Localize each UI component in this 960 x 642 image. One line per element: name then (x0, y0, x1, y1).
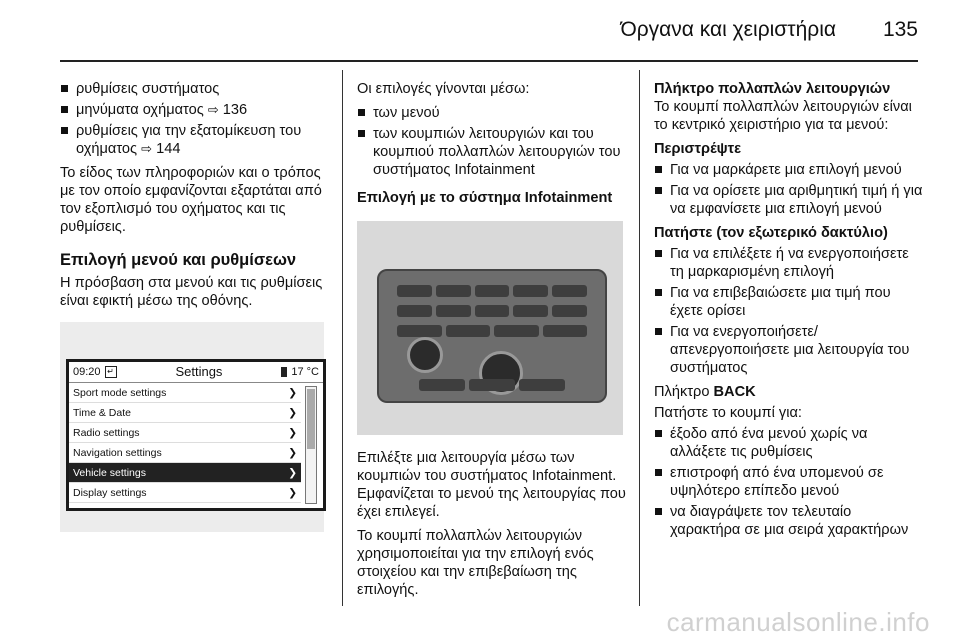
list-item: Για να ορίσετε μια αριθμητική τιμή ή για να εμφανίσετε μια επιλογή μενού (654, 182, 924, 218)
section-text: Η πρόσβαση στα μενού και τις ρυθμίσεις είναι εφικτή μέσω της οθόνης. (60, 275, 323, 309)
page-number: 135 (882, 18, 918, 41)
list-item: Για να επιβεβαιώσετε μια τιμή που έχετε ορίσει (654, 284, 924, 320)
rotate-list (654, 161, 924, 218)
press-list (654, 245, 924, 377)
back-list (654, 425, 924, 539)
list-item: Για να ενεργοποιήσετε/απενεργοποιήσετε μια λειτουργία του συστήματος (654, 323, 924, 377)
list-item: να διαγράψετε τον τελευταίο χαρακτήρα σε μια σειρά χαρακτήρων (654, 503, 924, 539)
control-panel (377, 269, 607, 403)
page-reference[interactable]: 136 (222, 102, 248, 118)
screen-top-bar (69, 362, 323, 383)
back-key: BACK (713, 384, 756, 400)
section-heading: Επιλογή μενού και ρυθμίσεων (60, 251, 297, 269)
column-3 (654, 80, 924, 545)
page-header (60, 14, 918, 62)
paragraph: Επιλέξτε μια λειτουργία μέσω των κουμπιών του συστήματος Infotainment. Εμφανίζεται το μενού της λειτουργίας που έχει επιλεγεί. (357, 450, 626, 520)
reference-arrow-icon: ⇨ (141, 141, 153, 156)
subheading: Επιλογή με το σύστημα Infotainment (357, 190, 613, 206)
list-item: των κουμπιών λειτουργιών και του κουμπιού πολλαπλών λειτουργιών του συστήματος Infotainment (357, 125, 629, 179)
column-divider (639, 70, 640, 606)
screen-title: Settings (175, 364, 223, 379)
selection-methods-list (357, 104, 629, 179)
back-icon[interactable]: ↵ (105, 366, 117, 378)
chevron-right-icon: ❯ (288, 446, 297, 459)
button-row (397, 325, 587, 337)
menu-item[interactable]: Display settings ❯ (69, 483, 301, 503)
watermark: carmanualsonline.info (666, 607, 930, 637)
chevron-right-icon: ❯ (288, 406, 297, 419)
menu-item[interactable]: Sport mode settings ❯ (69, 383, 301, 403)
menu-item[interactable]: Navigation settings ❯ (69, 443, 301, 463)
settings-screen-figure (60, 322, 324, 532)
page-reference[interactable]: 144 (156, 141, 181, 157)
intro-text: Το κουμπί πολλαπλών λειτουργιών είναι το κεντρικό χειριστήριο για τα μενού: (654, 99, 912, 133)
scrollbar-thumb[interactable] (307, 389, 315, 449)
list-item: επιστροφή από ένα υπομενού σε υψηλότερο επίπεδο μενού (654, 464, 924, 500)
system-info-list (60, 80, 328, 158)
chevron-right-icon: ❯ (288, 386, 297, 399)
intro-text: Οι επιλογές γίνονται μέσω: (357, 81, 530, 97)
paragraph: Το κουμπί πολλαπλών λειτουργιών χρησιμοποιείται για την επιλογή ενός στοιχείου και την επιβεβαίωση της επιλογής. (357, 528, 594, 598)
list-item: Για να μαρκάρετε μια επιλογή μενού (654, 161, 924, 179)
chevron-right-icon: ❯ (288, 486, 297, 499)
list-item: Για να επιλέξετε ή να ενεργοποιήσετε τη μαρκαρισμένη επιλογή (654, 245, 924, 281)
phone-icon (281, 367, 287, 377)
infotainment-console-photo (357, 221, 623, 435)
button-row (397, 285, 587, 297)
list-item: ρυθμίσεις για την εξατομίκευση του οχήματος ⇨ 144 (60, 122, 328, 158)
page-title: Όργανα και χειριστήρια (620, 18, 836, 41)
column-2 (357, 80, 629, 605)
menu-item[interactable]: Time & Date ❯ (69, 403, 301, 423)
list-item: μηνύματα οχήματος ⇨ 136 (60, 101, 328, 119)
volume-knob (407, 337, 443, 373)
menu-item[interactable]: Radio settings ❯ (69, 423, 301, 443)
list-item: των μενού (357, 104, 629, 122)
list-item: έξοδο από ένα μενού χωρίς να αλλάξετε τις ρυθμίσεις (654, 425, 924, 461)
back-key-line: Πλήκτρο BACK (654, 384, 756, 400)
rotate-label: Περιστρέψτε (654, 141, 742, 157)
chevron-right-icon: ❯ (288, 466, 297, 479)
settings-screen (66, 359, 326, 511)
button-row (419, 379, 565, 391)
menu-item-selected[interactable]: Vehicle settings ❯ (69, 463, 301, 483)
press-label: Πατήστε (τον εξωτερικό δακτύλιο) (654, 225, 888, 241)
chevron-right-icon: ❯ (288, 426, 297, 439)
info-paragraph: Το είδος των πληροφοριών και ο τρόπος με τον οποίο εμφανίζονται εξαρτάται από τον εξοπλισμό του οχήματος και τις ρυθμίσεις. (60, 165, 322, 235)
back-intro: Πατήστε το κουμπί για: (654, 405, 802, 421)
column-1 (60, 80, 328, 532)
screen-time: 09:20 (73, 366, 101, 378)
section-heading: Πλήκτρο πολλαπλών λειτουργιών (654, 81, 891, 97)
scrollbar[interactable] (305, 386, 317, 504)
list-item: ρυθμίσεις συστήματος (60, 80, 328, 98)
reference-arrow-icon: ⇨ (207, 102, 219, 117)
button-row (397, 305, 587, 317)
column-divider (342, 70, 343, 606)
screen-temperature: 17 °C (291, 366, 319, 378)
